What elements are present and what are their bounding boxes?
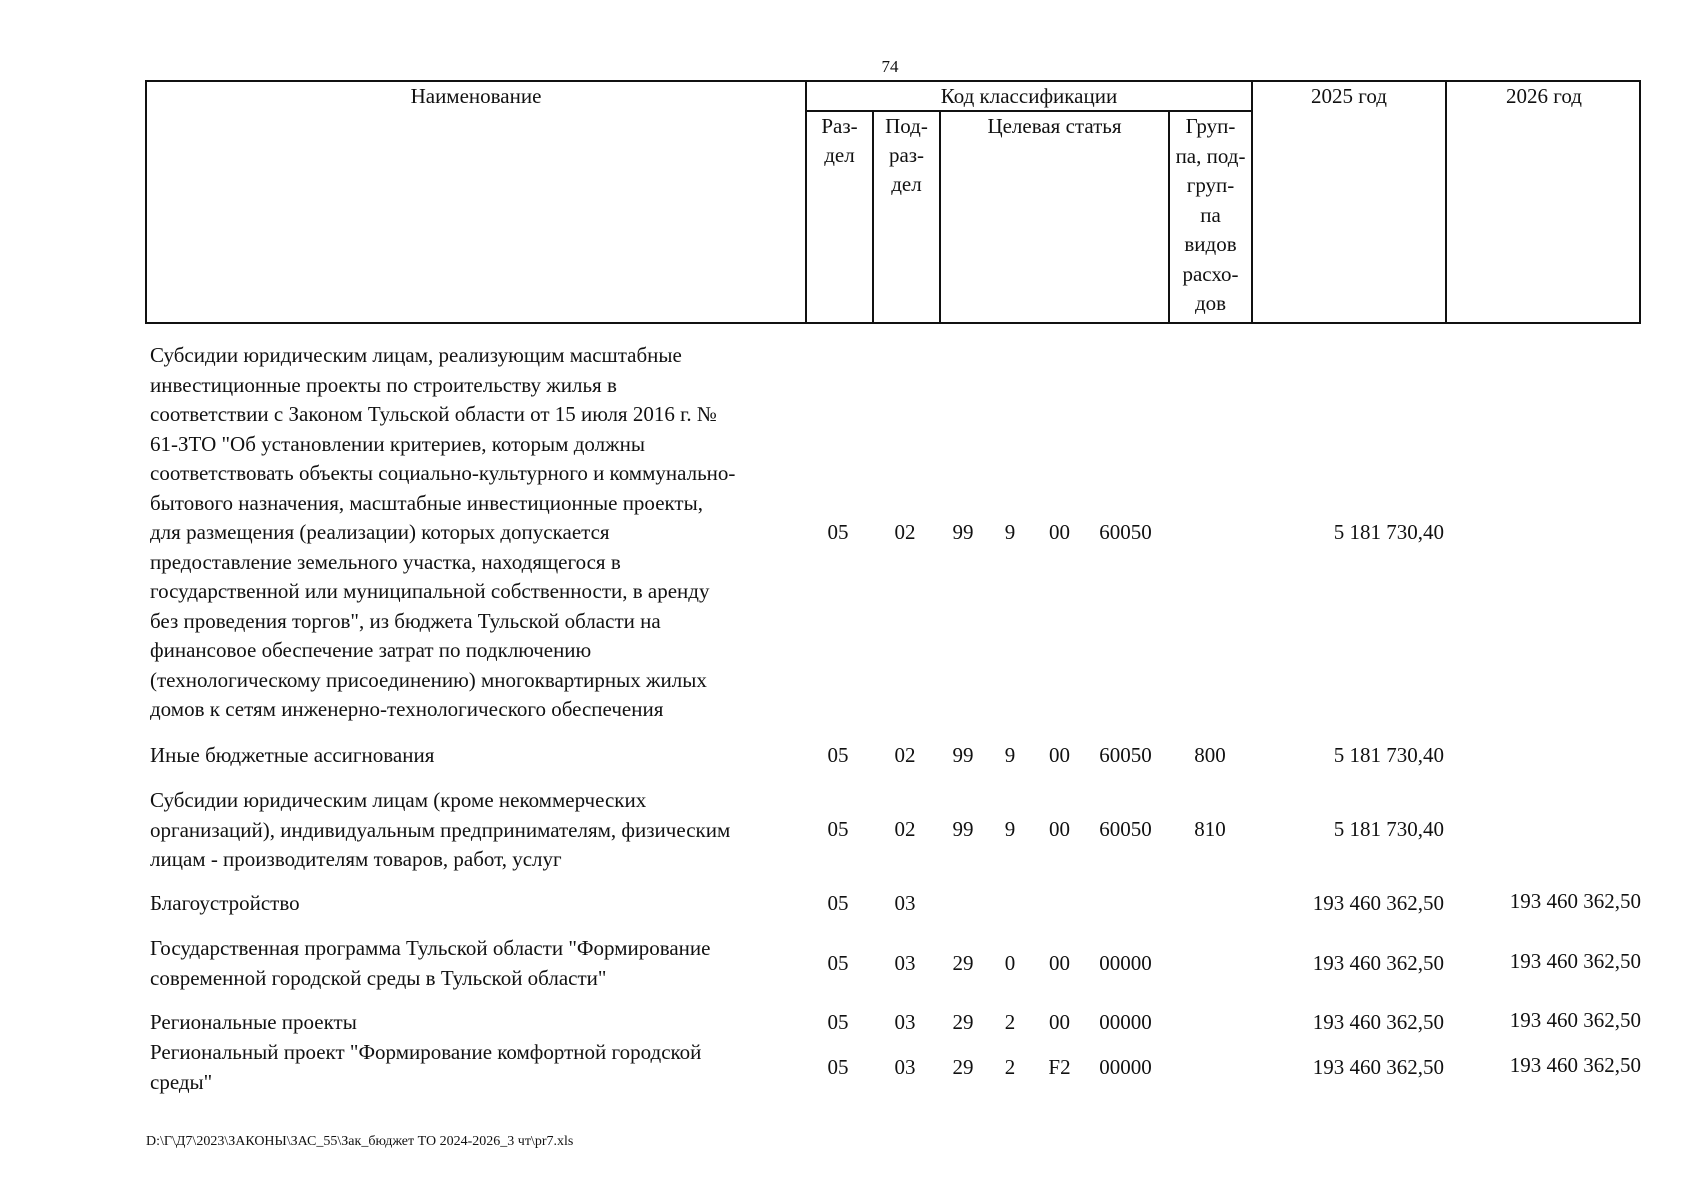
row-podrazdel: 02 [894, 743, 916, 767]
row-target-1: 99 [952, 520, 974, 544]
row-target-3: 00 [1049, 743, 1070, 767]
row-2025: 5 181 730,40 [1333, 817, 1444, 841]
row-2025: 193 460 362,50 [1312, 1055, 1444, 1079]
row-name: Субсидии юридическим лицам (кроме некоммерческих организаций), индивидуальным предпринимателям, физическим лицам - производителям товаров, работ, услуг [150, 788, 731, 871]
row-target-2: 2 [1004, 1010, 1016, 1034]
row-name: Благоустройство [150, 891, 300, 915]
row-target-1: 99 [952, 817, 974, 841]
row-2025: 5 181 730,40 [1333, 743, 1444, 767]
header-code-classification: Код классификации [940, 84, 1118, 108]
row-podrazdel: 03 [894, 1010, 916, 1034]
row-target-4: 60050 [1099, 520, 1152, 544]
row-target-4: 00000 [1099, 951, 1152, 975]
divider [939, 111, 941, 322]
row-name: Иные бюджетные ассигнования [150, 743, 435, 767]
row-name: Субсидии юридическим лицам, реализующим масштабные инвестиционные проекты по строительству жилья в соответствии с Законом Тульской области от 15 июля 2016 г. № 61-ЗТО "Об установлении критериев, которым должны соответствовать объекты социально-культурного и коммунально- бытового назначения, масштабные инвестиционные проекты, для размещения (реализации) которых допускается предоставление земельного участка, находящегося в государственной или муниципальной собственности, в аренду без проведения торгов", из бюджета Тульской области на финансовое обеспечение затрат по подключению (технологическому присоединению) многоквартирных жилых домов к сетям инженерно-технологического обеспечения [150, 343, 736, 721]
row-target-2: 9 [1004, 743, 1016, 767]
row-razdel: 05 [827, 891, 849, 915]
row-group: 800 [1194, 743, 1226, 767]
row-target-2: 2 [1004, 1055, 1016, 1079]
row-target-1: 99 [952, 743, 974, 767]
row-target-3: 00 [1049, 520, 1070, 544]
row-podrazdel: 02 [894, 520, 916, 544]
row-2026: 193 460 362,50 [1509, 1008, 1641, 1032]
row-podrazdel: 03 [894, 951, 916, 975]
header-target-article: Целевая статья [987, 114, 1122, 138]
header-podrazdel: Под- раз- дел [885, 114, 928, 196]
header-expense-group: Груп- па, под- груп- па видов расхо- дов [1175, 114, 1246, 315]
row-target-1: 29 [952, 1010, 974, 1034]
page-number: 74 [881, 57, 899, 76]
row-podrazdel: 03 [894, 1055, 916, 1079]
row-target-2: 0 [1004, 951, 1016, 975]
row-target-4: 00000 [1099, 1055, 1152, 1079]
row-target-3: 00 [1049, 951, 1070, 975]
row-razdel: 05 [827, 951, 849, 975]
row-target-4: 60050 [1099, 743, 1152, 767]
row-target-3: 00 [1049, 817, 1070, 841]
row-target-2: 9 [1004, 817, 1016, 841]
row-target-4: 00000 [1099, 1010, 1152, 1034]
row-target-3: F2 [1048, 1055, 1071, 1079]
row-razdel: 05 [827, 743, 849, 767]
row-razdel: 05 [827, 1010, 849, 1034]
row-name: Региональные проекты [150, 1010, 357, 1034]
row-target-1: 29 [952, 1055, 974, 1079]
row-2025: 193 460 362,50 [1312, 951, 1444, 975]
row-name: Государственная программа Тульской области "Формирование современной городской среды в Тульской области" [150, 936, 711, 990]
file-path-footer: D:\Г\Д7\2023\ЗАКОНЫ\ЗАС_55\Зак_бюджет ТО 2024-2026_3 чт\pr7.xls [146, 1134, 574, 1149]
row-target-3: 00 [1049, 1010, 1070, 1034]
row-2026: 193 460 362,50 [1509, 1053, 1641, 1077]
row-2025: 193 460 362,50 [1312, 1010, 1444, 1034]
row-podrazdel: 03 [894, 891, 916, 915]
row-group: 810 [1194, 817, 1226, 841]
header-razdel: Раз- дел [821, 114, 858, 167]
row-target-2: 9 [1004, 520, 1016, 544]
divider [1445, 82, 1447, 322]
row-2025: 193 460 362,50 [1312, 891, 1444, 915]
row-razdel: 05 [827, 520, 849, 544]
row-2025: 5 181 730,40 [1333, 520, 1444, 544]
row-target-4: 60050 [1099, 817, 1152, 841]
table-header [145, 80, 1641, 324]
row-razdel: 05 [827, 817, 849, 841]
row-podrazdel: 02 [894, 817, 916, 841]
header-2025: 2025 год [1311, 84, 1387, 108]
header-2026: 2026 год [1506, 84, 1582, 108]
row-razdel: 05 [827, 1055, 849, 1079]
row-2026: 193 460 362,50 [1509, 949, 1641, 973]
row-2026: 193 460 362,50 [1509, 889, 1641, 913]
row-name: Региональный проект "Формирование комфортной городской среды" [150, 1040, 702, 1094]
row-target-1: 29 [952, 951, 974, 975]
header-name: Наименование [410, 84, 542, 108]
divider [1251, 82, 1253, 322]
